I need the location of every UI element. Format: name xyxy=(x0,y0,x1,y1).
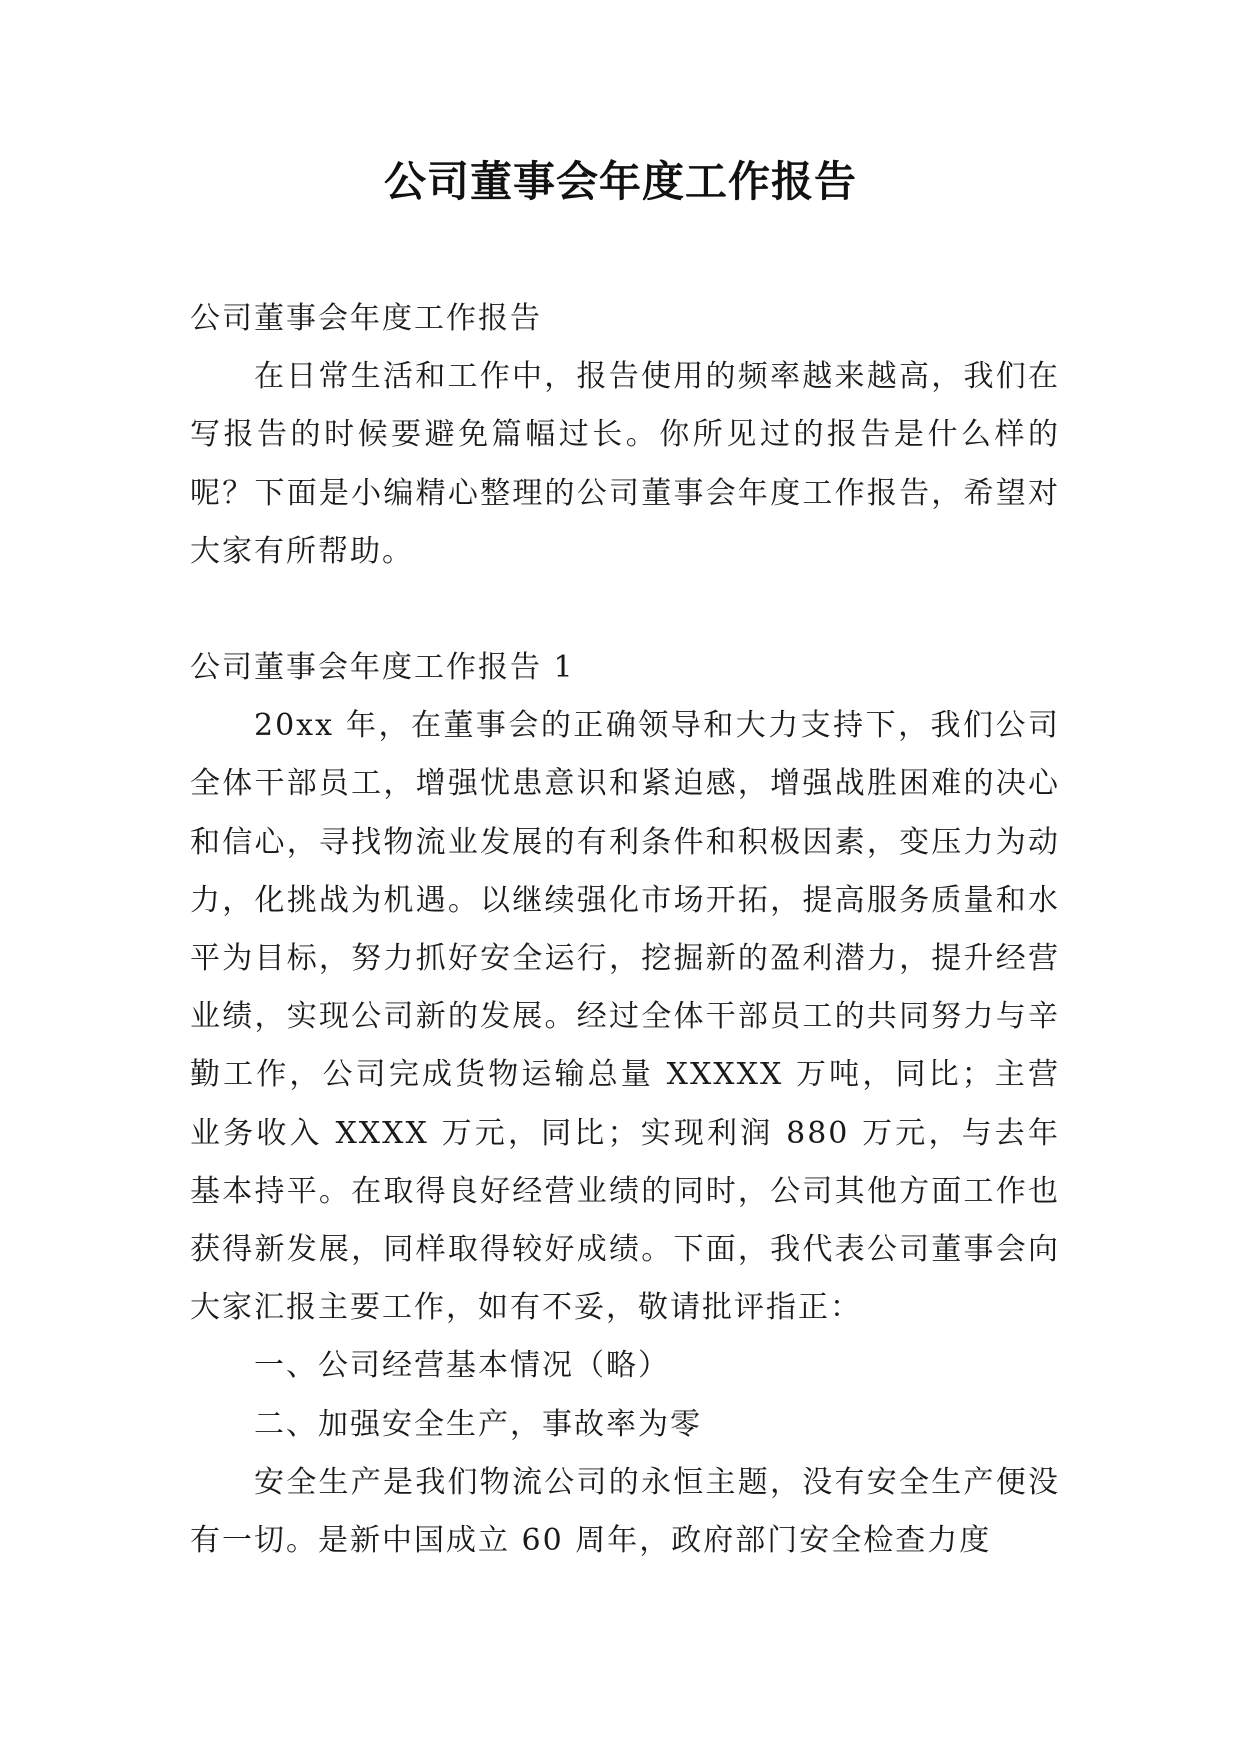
section-heading-1: 公司董事会年度工作报告 1 xyxy=(190,650,575,686)
section1-paragraph: 20xx 年，在董事会的正确领导和大力支持下，我们公司全体干部员工，增强忧患意识和紧迫感，增强战胜困难的决心和信心，寻找物流业发展的有利条件和积极因素，变压力为动力，化挑战为机遇。以继续强化市场开拓，提高服务质量和水平为目标，努力抓好安全运行，挖掘新的盈利潜力，提升经营业绩，实现公司新的发展。经过全体干部员工的共同努力与辛勤工作，公司完成货物运输总量 XXXXX 万吨，同比；主营业务收入 XXXX 万元，同比；实现利润 880 万元，与去年基本持平。在取得良好经营业绩的同时，公司其他方面工作也获得新发展，同样取得较好成绩。下面，我代表公司董事会向大家汇报主要工作，如有不妥，敬请批评指正： xyxy=(190,708,1060,1326)
document-body xyxy=(190,290,1060,1570)
intro-paragraph: 在日常生活和工作中，报告使用的频率越来越高，我们在写报告的时候要避免篇幅过长。你所见过的报告是什么样的呢？下面是小编精心整理的公司董事会年度工作报告，希望对大家有所帮助。 xyxy=(190,359,1060,569)
document-subtitle: 公司董事会年度工作报告 xyxy=(190,301,542,336)
paragraph-spacer xyxy=(190,581,1060,639)
section2-paragraph: 安全生产是我们物流公司的永恒主题，没有安全生产便没有一切。是新中国成立 60 周年，政府部门安全检查力度 xyxy=(190,1464,1060,1559)
document-title: 公司董事会年度工作报告 xyxy=(383,157,857,206)
list-item-1: 一、公司经营基本情况（略） xyxy=(254,1348,670,1384)
list-item-2: 二、加强安全生产，事故率为零 xyxy=(254,1406,702,1442)
